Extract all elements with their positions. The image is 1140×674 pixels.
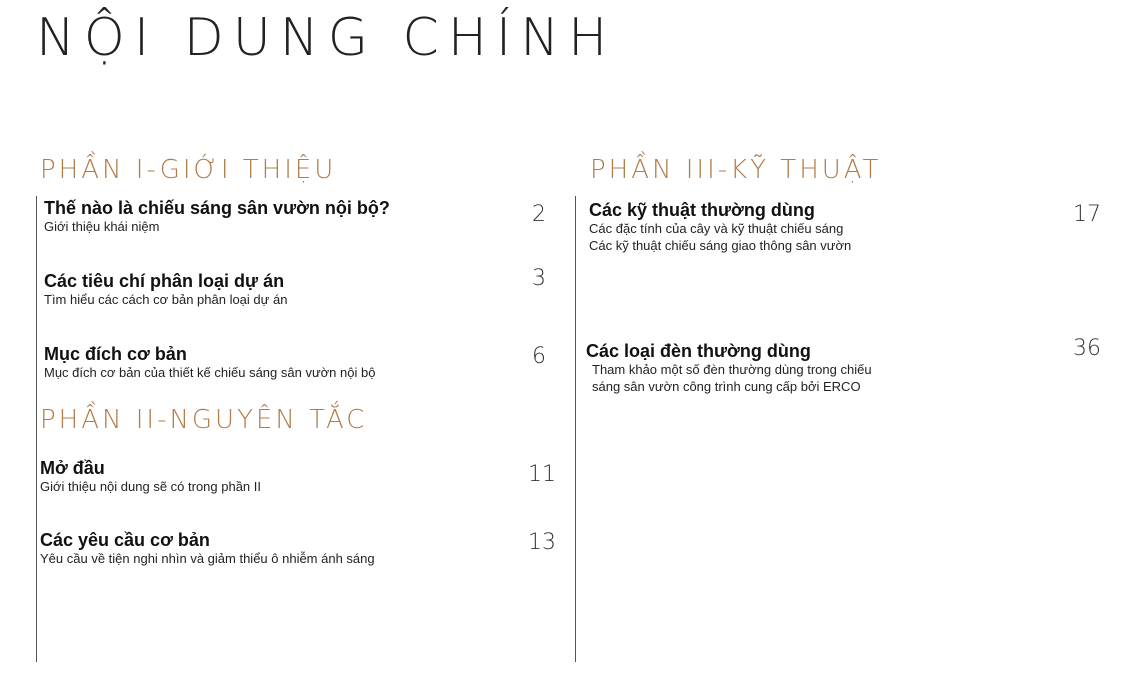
toc-entry-description: Các kỹ thuật chiếu sáng giao thông sân vườn xyxy=(589,238,852,253)
right-column-divider xyxy=(575,196,576,662)
toc-entry-title: Các kỹ thuật thường dùng xyxy=(589,200,815,220)
toc-entry-title: Các tiêu chí phân loại dự án xyxy=(44,271,285,291)
toc-entry[interactable] xyxy=(589,200,851,254)
page-title: NỘI DUNG CHÍNH xyxy=(36,8,617,68)
toc-entry[interactable] xyxy=(44,198,390,235)
toc-entry[interactable] xyxy=(40,458,261,495)
toc-entry-description: Yêu cầu về tiện nghi nhìn và giảm thiểu ô nhiễm ánh sáng xyxy=(40,551,375,566)
toc-entry[interactable] xyxy=(44,344,375,381)
toc-entry-description: Giới thiệu khái niệm xyxy=(44,219,160,234)
section-title-part-3: PHẦN III-KỸ THUẬT xyxy=(590,155,882,185)
toc-page-number: 13 xyxy=(528,530,556,555)
toc-page-number: 11 xyxy=(528,462,556,487)
toc-entry-title: Các loại đèn thường dùng xyxy=(586,341,811,361)
toc-page-number: 6 xyxy=(532,344,546,369)
toc-entry[interactable] xyxy=(44,271,287,308)
toc-page-number: 17 xyxy=(1073,202,1101,227)
toc-entry-description: sáng sân vườn công trình cung cấp bởi ERCO xyxy=(592,379,861,394)
toc-entry-description: Tìm hiểu các cách cơ bản phân loại dự án xyxy=(44,292,288,307)
toc-page-number: 36 xyxy=(1073,336,1101,361)
toc-entry[interactable] xyxy=(586,341,872,395)
section-title-part-2: PHẦN II-NGUYÊN TẮC xyxy=(40,405,368,435)
toc-entry-title: Mục đích cơ bản xyxy=(44,344,187,364)
toc-page-number: 2 xyxy=(532,202,546,227)
toc-entry-description: Giới thiệu nội dung sẽ có trong phần II xyxy=(40,479,261,494)
section-title-part-1: PHẦN I-GIỚI THIỆU xyxy=(40,155,337,185)
toc-entry-description: Mục đích cơ bản của thiết kế chiếu sáng sân vườn nội bộ xyxy=(44,365,376,380)
left-column-divider xyxy=(36,196,37,662)
toc-entry-description: Tham khảo một số đèn thường dùng trong chiếu xyxy=(592,362,872,377)
toc-page-number: 3 xyxy=(532,266,546,291)
toc-entry-title: Thế nào là chiếu sáng sân vườn nội bộ? xyxy=(44,198,390,218)
toc-entry[interactable] xyxy=(40,530,375,567)
toc-entry-title: Các yêu cầu cơ bản xyxy=(40,530,210,550)
toc-entry-description: Các đặc tính của cây và kỹ thuật chiếu sáng xyxy=(589,221,844,236)
toc-entry-title: Mở đầu xyxy=(40,458,105,478)
